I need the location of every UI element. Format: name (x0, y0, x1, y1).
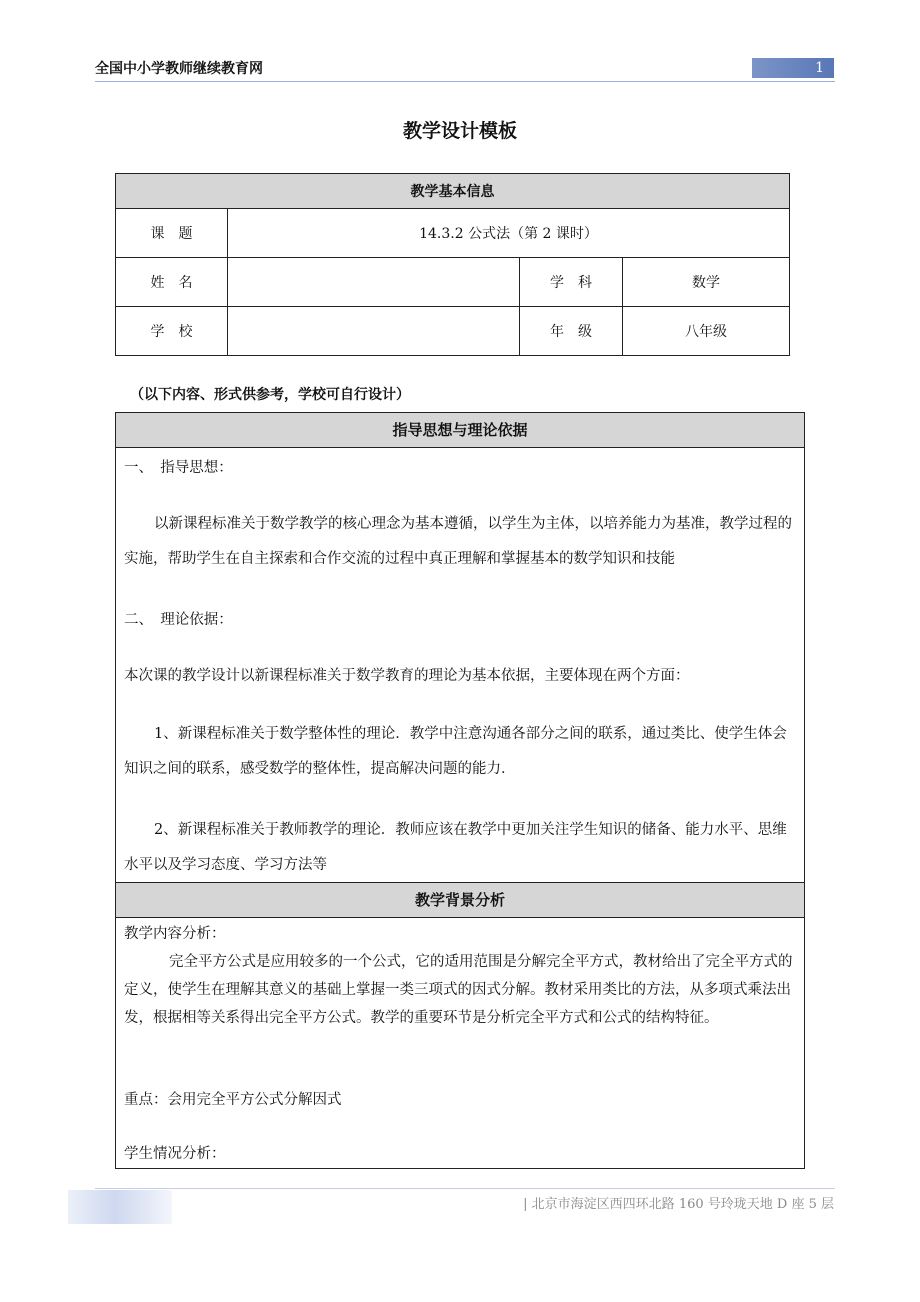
page-number: 1 (815, 60, 824, 76)
subject-value: 数学 (623, 258, 790, 307)
subject-label: 学科 (520, 258, 623, 307)
guidance-paragraph-2: 本次课的教学设计以新课程标准关于数学教育的理论为基本依据，主要体现在两个方面： (124, 668, 690, 684)
guidance-paragraph-1: 以新课程标准关于数学教学的核心理念为基本遵循，以学生为主体，以培养能力为基准，教学过程的实施，帮助学生在自主探索和合作交流的过程中真正理解和掌握基本的数学知识和技能 (124, 516, 792, 567)
document-title: 教学设计模板 (402, 120, 517, 142)
content-analysis-heading: 教学内容分析： (124, 926, 226, 942)
header-divider (95, 81, 835, 82)
guidance-heading-1: 一、 指导思想： (124, 460, 233, 476)
grade-value: 八年级 (623, 307, 790, 356)
footer-divider (95, 1188, 835, 1189)
footer-decoration (68, 1190, 172, 1224)
footer-address: | 北京市海淀区西四环北路 160 号玲珑天地 D 座 5 层 (523, 1197, 834, 1212)
guidance-header: 指导思想与理论依据 (116, 413, 804, 448)
guidance-section (115, 412, 805, 884)
name-label: 姓名 (116, 258, 228, 307)
basic-info-table (115, 173, 790, 356)
topic-value: 14.3.2 公式法（第 2 课时） (228, 209, 790, 258)
site-name: 全国中小学教师继续教育网 (95, 61, 263, 77)
key-point: 重点：会用完全平方公式分解因式 (124, 1092, 342, 1108)
student-analysis-heading: 学生情况分析： (124, 1146, 226, 1162)
guidance-heading-2: 二、 理论依据： (124, 612, 233, 628)
reference-note: （以下内容、形式供参考，学校可自行设计） (130, 387, 410, 403)
basic-info-header: 教学基本信息 (116, 174, 790, 209)
guidance-paragraph-3: 1、新课程标准关于数学整体性的理论．教学中注意沟通各部分之间的联系，通过类比、使学生体会知识之间的联系，感受数学的整体性，提高解决问题的能力． (124, 726, 787, 777)
topic-label: 课题 (116, 209, 228, 258)
school-value (228, 307, 520, 356)
school-label: 学校 (116, 307, 228, 356)
background-header: 教学背景分析 (116, 882, 804, 918)
guidance-paragraph-4: 2、新课程标准关于教师教学的理论．教师应该在教学中更加关注学生知识的储备、能力水平、思维水平以及学习态度、学习方法等 (124, 822, 787, 873)
page-number-box (752, 58, 834, 78)
grade-label: 年级 (520, 307, 623, 356)
name-value (228, 258, 520, 307)
content-analysis-paragraph: 完全平方公式是应用较多的一个公式，它的适用范围是分解完全平方式，教材给出了完全平方式的定义，使学生在理解其意义的基础上掌握一类三项式的因式分解。教材采用类比的方法，从多项式乘法出发，根据相等关系得出完全平方公式。教学的重要环节是分析完全平方式和公式的结构特征。 (124, 954, 793, 1026)
background-section (115, 882, 805, 1169)
